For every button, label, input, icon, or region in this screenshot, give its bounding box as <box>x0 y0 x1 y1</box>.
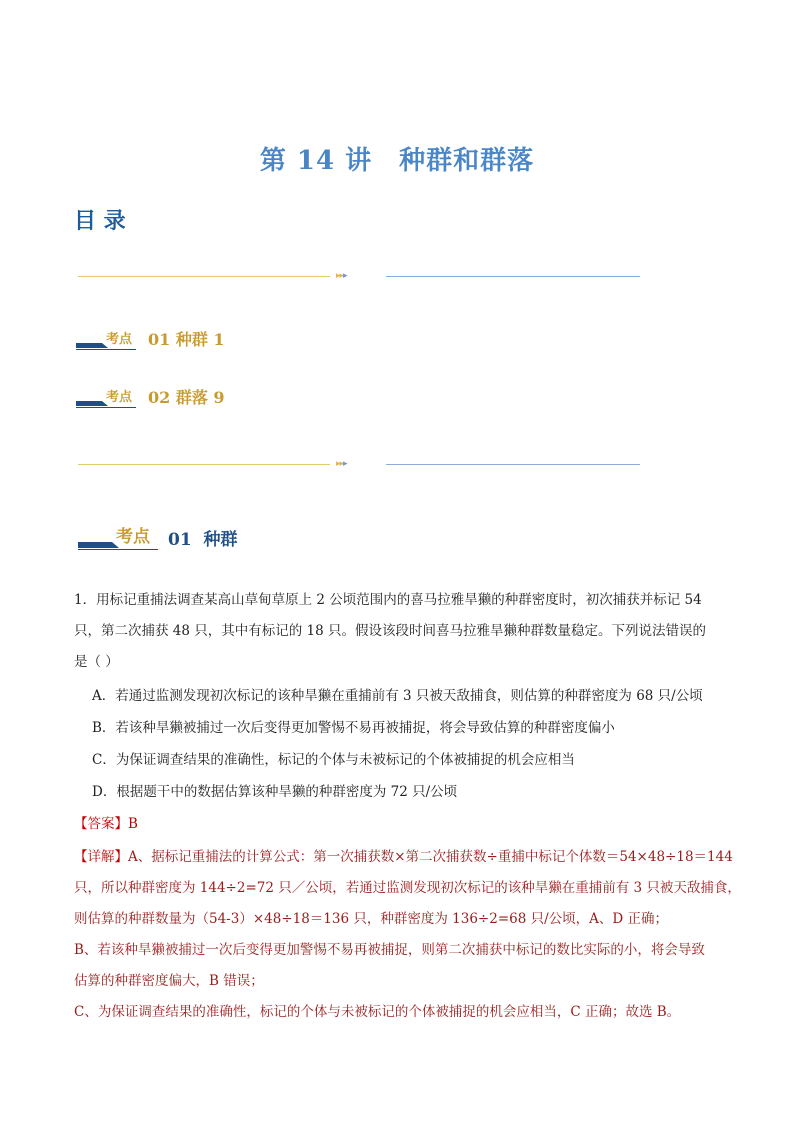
option-c: C．为保证调查结果的准确性，标记的个体与未被标记的个体被捕捉的机会应相当 <box>92 752 575 768</box>
detail-line-4: B、若该种旱獭被捕过一次后变得更加警惕不易再被捕捉，则第二次捕获中标记的数比实际的小，将会导致 <box>74 942 705 958</box>
section-title <box>168 525 238 550</box>
toc-heading: 目 录 <box>74 209 126 234</box>
detail-line-1: 【详解】A、据标记重捕法的计算公式：第一次捕获数×第二次捕获数÷重捕中标记个体数＝54×48÷18＝144 <box>74 849 733 865</box>
question-stem-line: 1．用标记重捕法调查某高山草甸草原上 2 公顷范围内的喜马拉雅旱獭的种群密度时，初次捕获并标记 54 <box>74 592 702 608</box>
option-d: D．根据题干中的数据估算该种旱獭的种群密度为 72 只/公顷 <box>92 784 458 800</box>
divider-blue-line <box>386 276 640 277</box>
detail-line-6: C、为保证调查结果的准确性，标记的个体与未被标记的个体被捕捉的机会应相当，C 正确；故选 B。 <box>74 1004 681 1020</box>
toc-item-label: 02 群落 9 <box>148 388 225 407</box>
question-stem-line: 是（ ） <box>74 654 119 670</box>
answer-line <box>74 811 138 837</box>
page-title: 第 14 讲 种群和群落 <box>259 146 535 176</box>
kaodian-badge-icon: 考点 <box>76 330 136 350</box>
toc-divider-top <box>78 270 640 284</box>
kaodian-badge-icon: 考点 <box>76 388 136 408</box>
detail-line-5: 估算的种群密度偏大，B 错误； <box>74 973 264 989</box>
answer-label: 【答案】 <box>74 816 128 832</box>
detail-line-3: 则估算的种群数量为（54-3）×48÷18＝136 只，种群密度为 136÷2=68 只/公顷，A、D 正确； <box>74 911 669 927</box>
toc-item-zhongqun[interactable] <box>76 328 225 350</box>
section-name: 种群 <box>203 530 238 550</box>
divider-arrows-icon: ▸▸▸ <box>336 459 347 469</box>
detail-block <box>74 842 741 1028</box>
divider-gold-line <box>78 276 330 277</box>
detail-line-2: 只，所以种群密度为 144÷2=72 只／公顷，若通过监测发现初次标记的该种旱獭在重捕前有 3 只被天敌捕食， <box>74 880 741 896</box>
toc-item-qunluo[interactable] <box>76 386 225 408</box>
question-stem-line: 只，第二次捕获 48 只，其中有标记的 18 只。假设该段时间喜马拉雅旱獭种群数量稳定。下列说法错误的 <box>74 623 707 639</box>
detail-label: 【详解】 <box>74 849 128 865</box>
divider-blue-line <box>386 464 640 465</box>
toc-divider-bottom <box>78 458 640 472</box>
divider-gold-line <box>78 464 330 465</box>
kaodian-badge-icon: 考点 <box>78 528 158 550</box>
toc-item-label: 01 种群 1 <box>148 330 225 349</box>
option-a: A．若通过监测发现初次标记的该种旱獭在重捕前有 3 只被天敌捕食，则估算的种群密度为 68 只/公顷 <box>92 688 703 704</box>
answer-value: B <box>128 816 138 832</box>
question-stem <box>74 585 724 678</box>
divider-arrows-icon: ▸▸▸ <box>336 271 347 281</box>
section-number: 01 <box>168 530 192 550</box>
section-heading <box>78 526 238 550</box>
option-b: B．若该种旱獭被捕过一次后变得更加警惕不易再被捕捉，将会导致估算的种群密度偏小 <box>92 720 615 736</box>
